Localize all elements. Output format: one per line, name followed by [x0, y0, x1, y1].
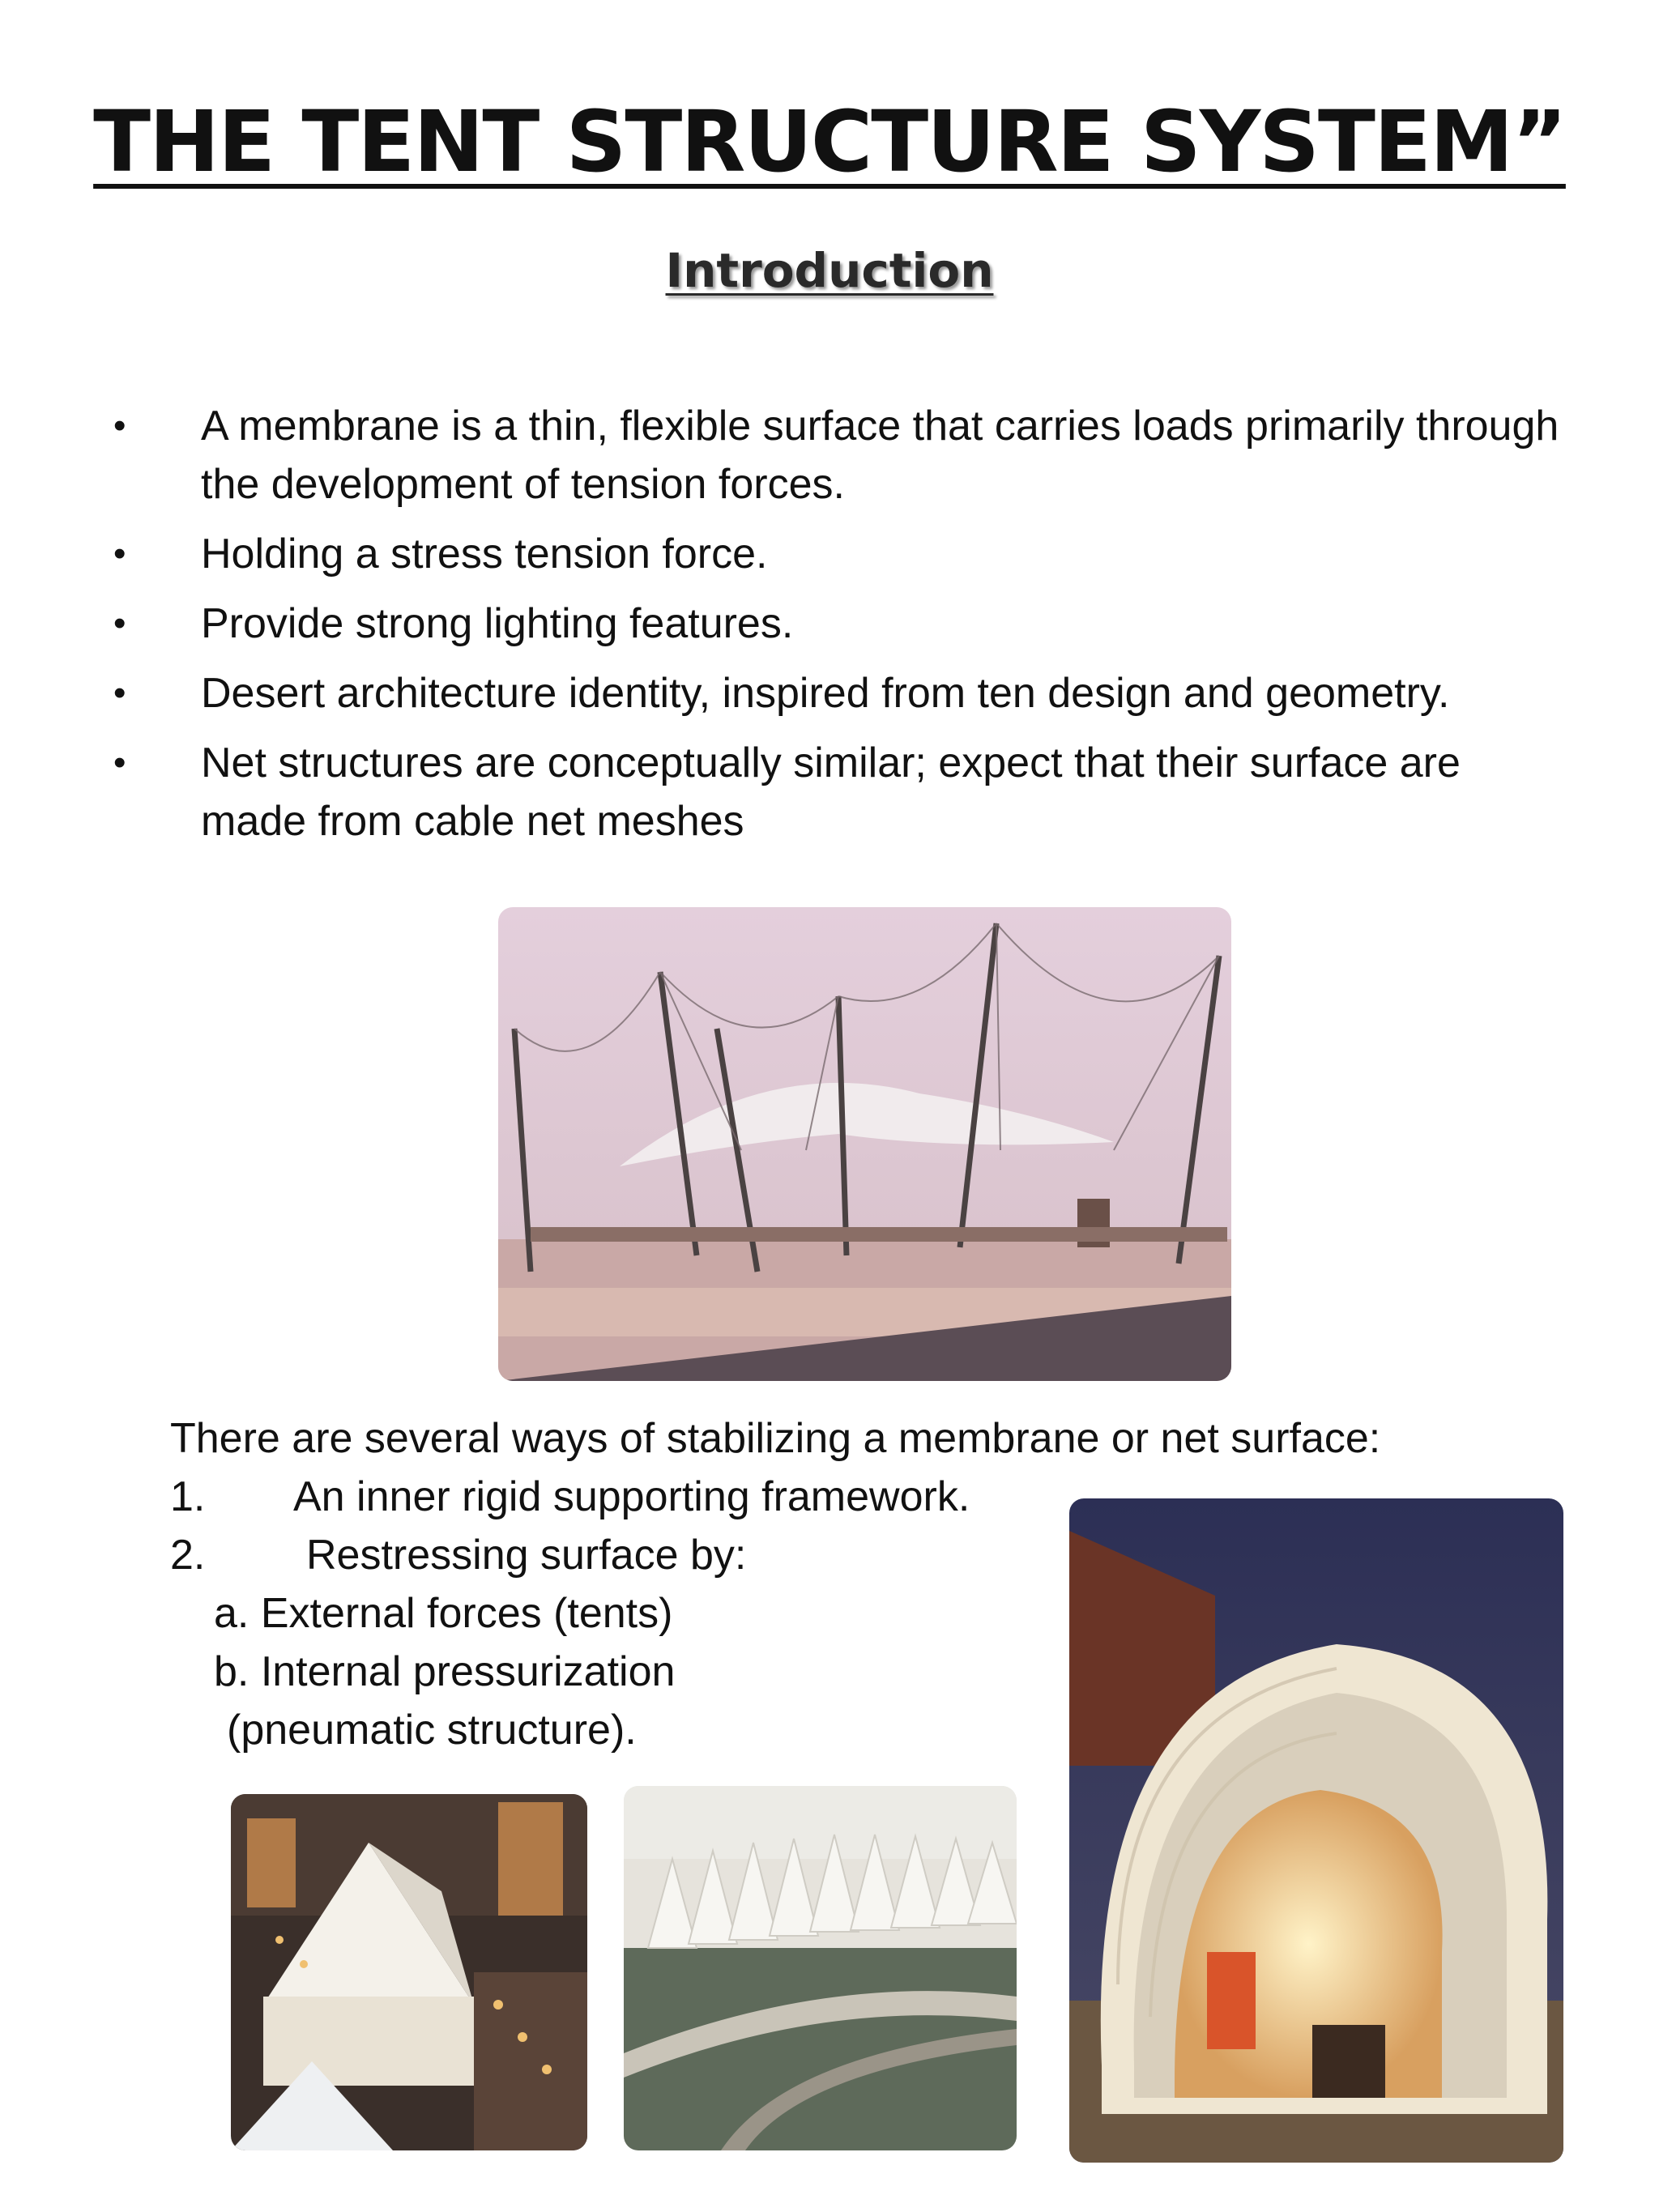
list-item: b. Internal pressurization — [214, 1648, 676, 1695]
list-item: (pneumatic structure). — [227, 1707, 637, 1754]
section-heading-introduction: Introduction — [665, 243, 994, 298]
bullet-icon: • — [113, 406, 126, 445]
bullet-icon: • — [113, 534, 126, 573]
cable-net-canopy-photo — [498, 907, 1231, 1381]
list-item: 2. Restressing surface by: — [170, 1532, 747, 1579]
airport-tent-roofs-photo — [624, 1786, 1017, 2150]
illuminated-tent-complex-photo — [231, 1794, 587, 2150]
page-title: THE TENT STRUCTURE SYSTEM” — [93, 92, 1566, 191]
list-item: • Desert architecture identity, inspired from ten design and geometry. — [113, 664, 1572, 722]
bullet-icon: • — [113, 673, 126, 713]
bullet-icon: • — [113, 603, 126, 643]
bullet-icon: • — [113, 743, 126, 782]
stabilizing-intro: There are several ways of stabilizing a membrane or net surface: — [170, 1415, 1381, 1462]
list-item: • Holding a stress tension force. — [113, 525, 1572, 583]
list-item: 1. An inner rigid supporting framework. — [170, 1473, 970, 1520]
list-item: • A membrane is a thin, flexible surface that carries loads primarily through the development of tension forces. — [113, 397, 1572, 514]
pneumatic-shell-photo — [1069, 1498, 1563, 2163]
list-item: • Net structures are conceptually similar; expect that their surface are made from cable net meshes — [113, 734, 1572, 850]
bullet-list — [113, 397, 1572, 862]
list-item: • Provide strong lighting features. — [113, 595, 1572, 653]
list-item: a. External forces (tents) — [214, 1590, 673, 1637]
